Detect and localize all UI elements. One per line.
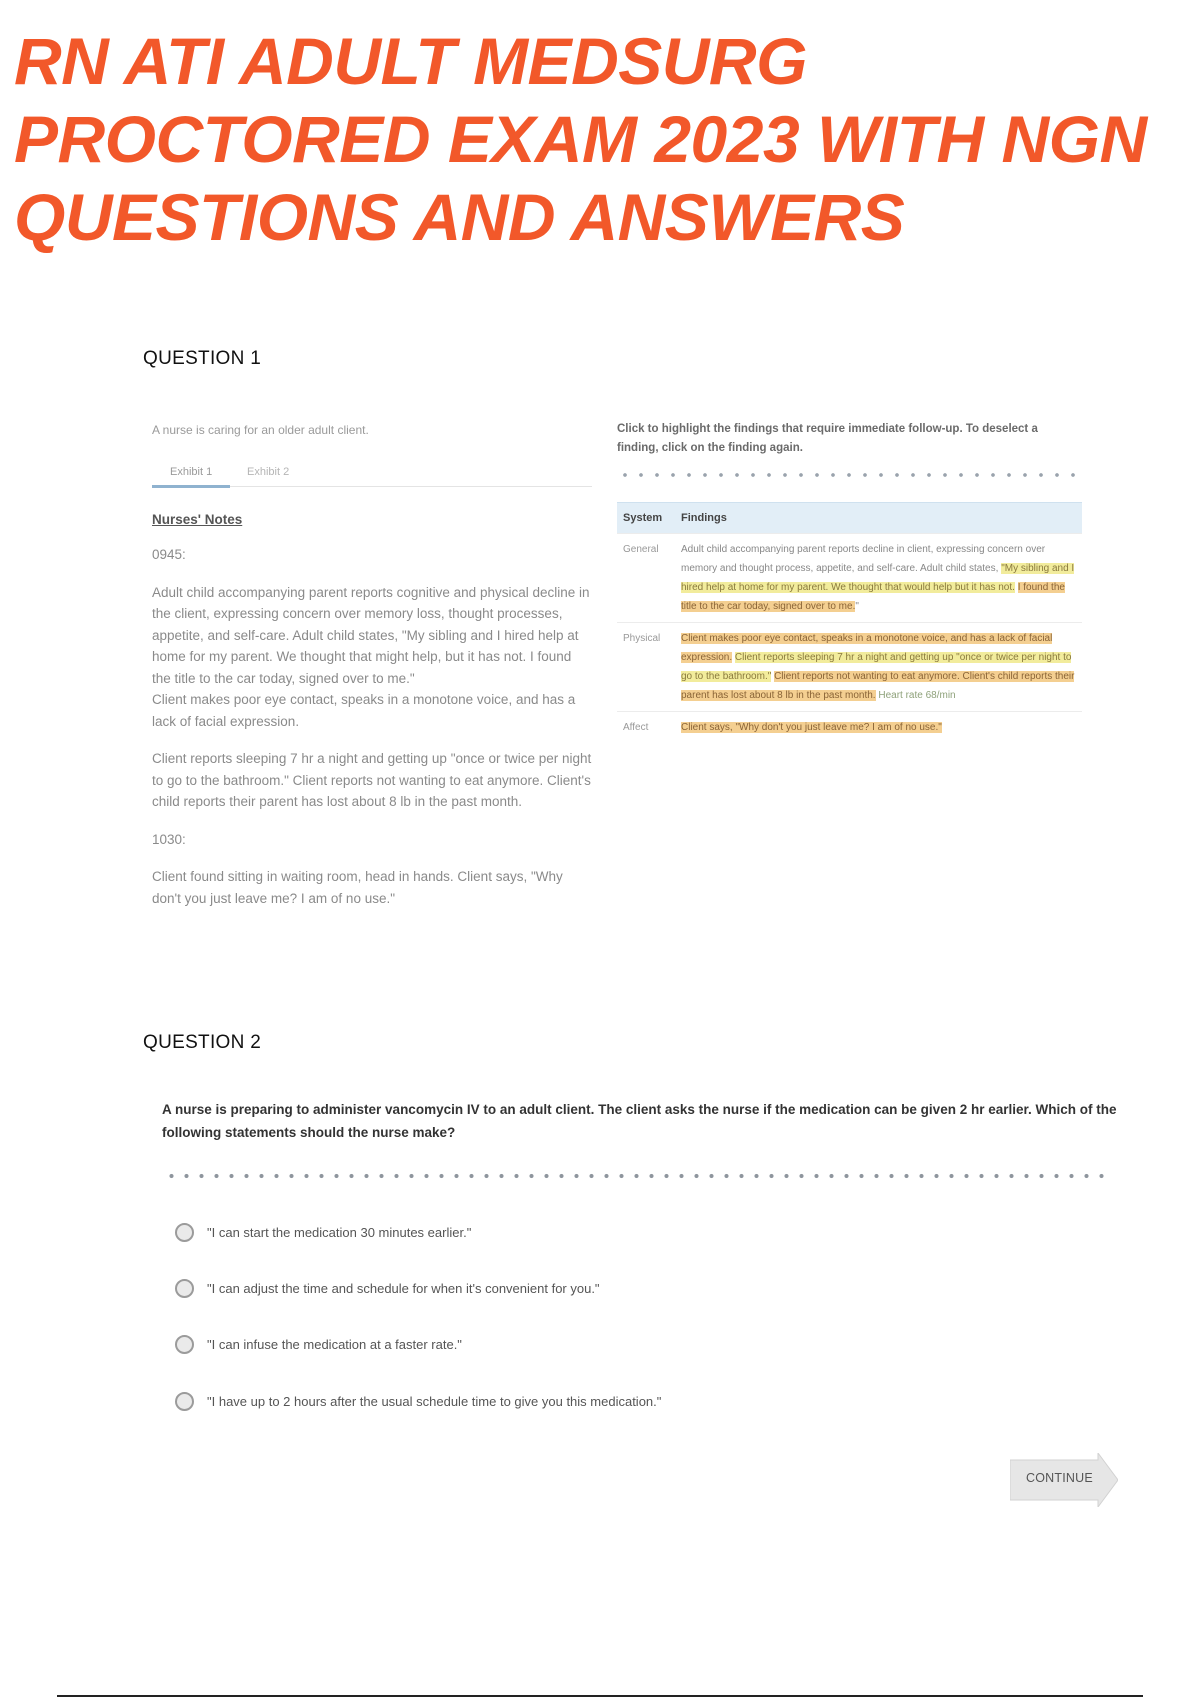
table-row [617, 712, 1082, 744]
highlighted-finding[interactable]: I found the title to the car today, signed over to me. [681, 582, 1065, 612]
findings-cell [675, 534, 1082, 623]
tab-exhibit-2[interactable]: Exhibit 2 [247, 465, 290, 478]
continue-button[interactable] [1010, 1453, 1118, 1507]
table-row [617, 534, 1082, 623]
answer-option[interactable] [175, 1220, 471, 1244]
finding-text: " [855, 601, 859, 612]
system-cell: Affect [617, 712, 675, 744]
question-1-heading: QUESTION 1 [143, 348, 262, 369]
note-time-0945: 0945: [152, 547, 186, 562]
exhibit-tabs [152, 456, 592, 487]
nurses-note-paragraph: Client reports sleeping 7 hr a night and getting up "once or twice per night to go to the bathroom." Client reports not wanting to eat anymore. Client's child reports their parent has lost about 8 lb in the past month. [152, 751, 592, 809]
finding-text[interactable]: Heart rate 68/min [878, 690, 956, 701]
dotted-separator [617, 472, 1082, 478]
highlighted-finding[interactable]: Client makes poor eye contact, speaks in a monotone voice, and has a lack of facial expression. [681, 633, 1053, 663]
finding-text[interactable]: Adult child accompanying parent reports decline in client, expressing concern over memory and thought process, appetite, and self-care. Adult child states, [681, 544, 1046, 574]
answer-option[interactable] [175, 1389, 661, 1413]
nurses-notes-title: Nurses' Notes [152, 511, 243, 527]
note-time-1030: 1030: [152, 831, 186, 847]
document-title: RN ATI ADULT MEDSURG PROCTORED EXAM 2023 WITH NGN QUESTIONS AND ANSWERS [14, 24, 1147, 254]
table-row [617, 623, 1082, 712]
findings-table [617, 502, 1082, 743]
dotted-separator [164, 1173, 1110, 1179]
system-cell: General [617, 534, 675, 623]
option-label: "I have up to 2 hours after the usual schedule time to give you this medication." [207, 1393, 662, 1409]
column-header-findings: Findings [675, 503, 1082, 534]
question-1-stem: A nurse is caring for an older adult client. [152, 423, 369, 437]
question-1-exhibit-panel [152, 420, 592, 909]
question-1-response-panel [617, 420, 1082, 743]
answer-option[interactable] [175, 1332, 462, 1356]
highlighted-finding[interactable]: Client reports not wanting to eat anymore. Client's child reports their parent has lost about 8 lb in the past month. [681, 671, 1075, 701]
answer-option[interactable] [175, 1276, 600, 1300]
highlighted-finding[interactable]: "My sibling and I hired help at home for my parent. We thought that would help but it has not. [681, 563, 1075, 593]
radio-button[interactable] [175, 1279, 194, 1298]
continue-label: CONTINUE [1026, 1471, 1093, 1485]
radio-button[interactable] [175, 1335, 194, 1354]
highlighted-finding[interactable]: Client says, "Why don't you just leave me? I am of no use." [681, 722, 942, 733]
active-tab-indicator [152, 485, 230, 488]
bottom-divider [57, 1695, 1143, 1697]
nurses-note-paragraph: Client makes poor eye contact, speaks in a monotone voice, and has a lack of facial expression. [152, 692, 576, 729]
system-cell: Physical [617, 623, 675, 712]
option-label: "I can adjust the time and schedule for when it's convenient for you." [207, 1280, 600, 1296]
question-2-heading: QUESTION 2 [143, 1032, 262, 1053]
option-label: "I can start the medication 30 minutes earlier." [207, 1224, 472, 1240]
column-header-system: System [617, 503, 675, 534]
findings-cell [675, 712, 1082, 744]
radio-button[interactable] [175, 1223, 194, 1242]
findings-cell [675, 623, 1082, 712]
radio-button[interactable] [175, 1392, 194, 1411]
highlighted-finding[interactable]: Client reports sleeping 7 hr a night and getting up "once or twice per night to go to the bathroom." [681, 652, 1072, 682]
option-label: "I can infuse the medication at a faster rate." [207, 1336, 462, 1352]
question-2-stem: A nurse is preparing to administer vancomycin IV to an adult client. The client asks the nurse if the medication can be given 2 hr earlier. Which of the following statements should the nurse make? [162, 1102, 1117, 1140]
tab-exhibit-1[interactable]: Exhibit 1 [170, 465, 213, 478]
nurses-note-paragraph: Adult child accompanying parent reports cognitive and physical decline in the client, expressing concern over memory loss, thought processes, appetite, and self-care. Adult child states, "My sibling and I hired help at home for my parent. We thought that might help, but it has not. I found the title to the car today, signed over to me." [152, 584, 590, 686]
nurses-note-paragraph: Client found sitting in waiting room, head in hands. Client says, "Why don't you just leave me? I am of no use." [152, 869, 563, 906]
highlight-instruction: Click to highlight the findings that require immediate follow-up. To deselect a finding, click on the finding again. [617, 423, 1038, 454]
